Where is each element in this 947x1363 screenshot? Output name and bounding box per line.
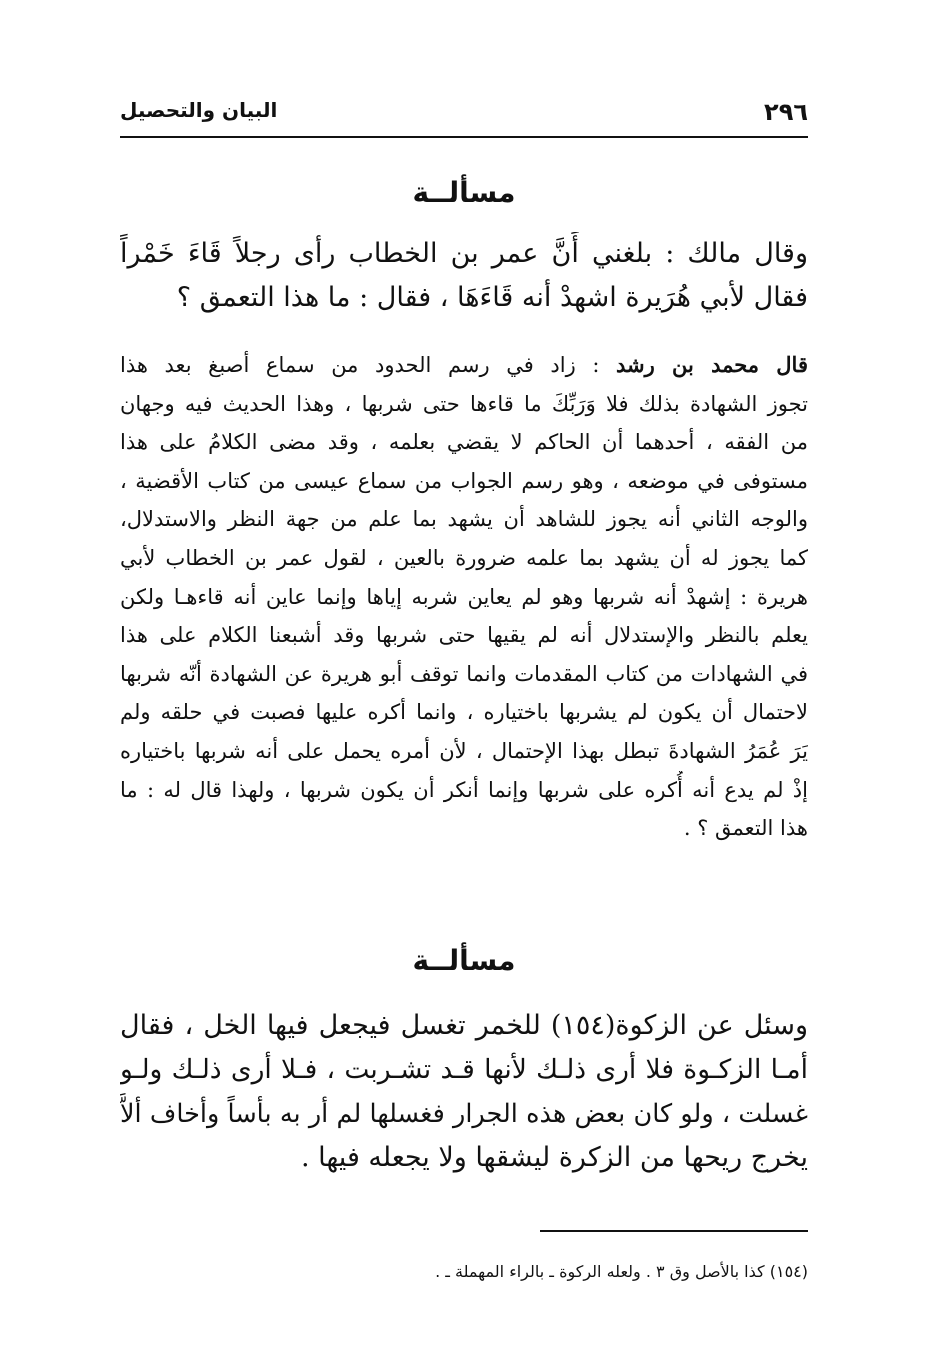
text-line: يعلم بالنظر والإستدلال أنه لم يقيها حتى شربها وقد أشبعنا الكلام على هذا bbox=[120, 623, 808, 648]
text-line: وسئل عن الزكوة(١٥٤) للخمر تغسل فيجعل فيها الخل ، فقال bbox=[120, 1010, 808, 1041]
text-line: كما يجوز له أن يشهد بما علمه ضرورة بالعين ، لقول عمر بن الخطاب لأبي bbox=[120, 545, 808, 570]
text-line: والوجه الثاني أنه يجوز للشاهد أن يشهد بما علم من جهة النظر والاستدلال، bbox=[120, 507, 808, 532]
text-line: من الفقه ، أحدهما أن الحاكم لا يقضي بعلمه ، وقد مضى الكلامُ على هذا bbox=[120, 430, 808, 455]
text-line: غسلت ، ولو كان بعض هذه الجرار فغسلها لم أر به بأساً وأخاف ألاَّ bbox=[120, 1099, 808, 1129]
text-line: هريرة : إشهدْ أنه شربها وهو لم يعاين شربه إياها وإنما عاين أنه قاءهـا ولكن bbox=[120, 584, 808, 609]
footnote-divider bbox=[540, 1230, 808, 1232]
text-line: لاحتمال أن يكون لم يشربها باختياره ، وانما أكره عليها فصبت في حلقه ولم bbox=[120, 700, 808, 725]
commentary-paragraph bbox=[120, 346, 808, 848]
page-number: ٢٩٦ bbox=[764, 98, 808, 126]
question-paragraph-2 bbox=[120, 1004, 808, 1180]
text-line: فقال لأبي هُرَيرة اشهدْ أنه قَاءَهَا ، فقال : ما هذا التعمق ؟ bbox=[176, 282, 808, 313]
text-line: هذا التعمق ؟ . bbox=[683, 816, 808, 841]
commentary-line-rest: : زاد في رسم الحدود من سماع أصبغ بعد هذا bbox=[120, 353, 617, 377]
section-heading-1: مسألــة bbox=[412, 176, 516, 209]
text-line: وقال مالك : بلغني أَنَّ عمر بن الخطاب رأى رجلاً قَاءَ خَمْراً bbox=[120, 238, 808, 269]
text-line: يخرج ريحها من الزكرة ليشقها ولا يجعله فيها . bbox=[300, 1142, 808, 1173]
page-header bbox=[120, 96, 808, 138]
text-line: تجوز الشهادة بذلك فلا وَرَبِّكَ ما قاءها حتى شربها ، وهذا الحديث فيه وجهان bbox=[120, 391, 808, 416]
text-line: يَرَ عُمَرُ الشهادةَ تبطل بهذا الإحتمال ، لأن أمره يحمل على أنه شربها باختياره bbox=[120, 738, 808, 763]
running-title: البيان والتحصيل bbox=[120, 98, 278, 122]
text-line: إذْ لم يدع أنه أُكره على شربها وإنما أنكر أن يكون شربها ، ولهذا قال له : ما bbox=[120, 777, 808, 802]
text-line: في الشهادات من كتاب المقدمات وانما توقف أبو هريرة عن الشهادة أنّه شربها bbox=[120, 661, 808, 686]
text-line: مستوفى في موضعه ، وهو رسم الجواب من سماع عيسى من كتاب الأقضية ، bbox=[120, 468, 808, 493]
text-line: أمـا الزكـوة فلا أرى ذلـك لأنها قـد تشـربت ، فـلا أرى ذلـك ولـو bbox=[120, 1054, 808, 1085]
section-heading-2: مسألــة bbox=[412, 944, 516, 977]
footnote: (١٥٤) كذا بالأصل وق ٣ . ولعله الركوة ـ بالراء المهملة ـ . bbox=[435, 1262, 808, 1281]
question-paragraph-1 bbox=[120, 232, 808, 320]
text-line bbox=[120, 346, 808, 385]
commentary-lead: قال محمد بن رشد bbox=[616, 352, 808, 377]
